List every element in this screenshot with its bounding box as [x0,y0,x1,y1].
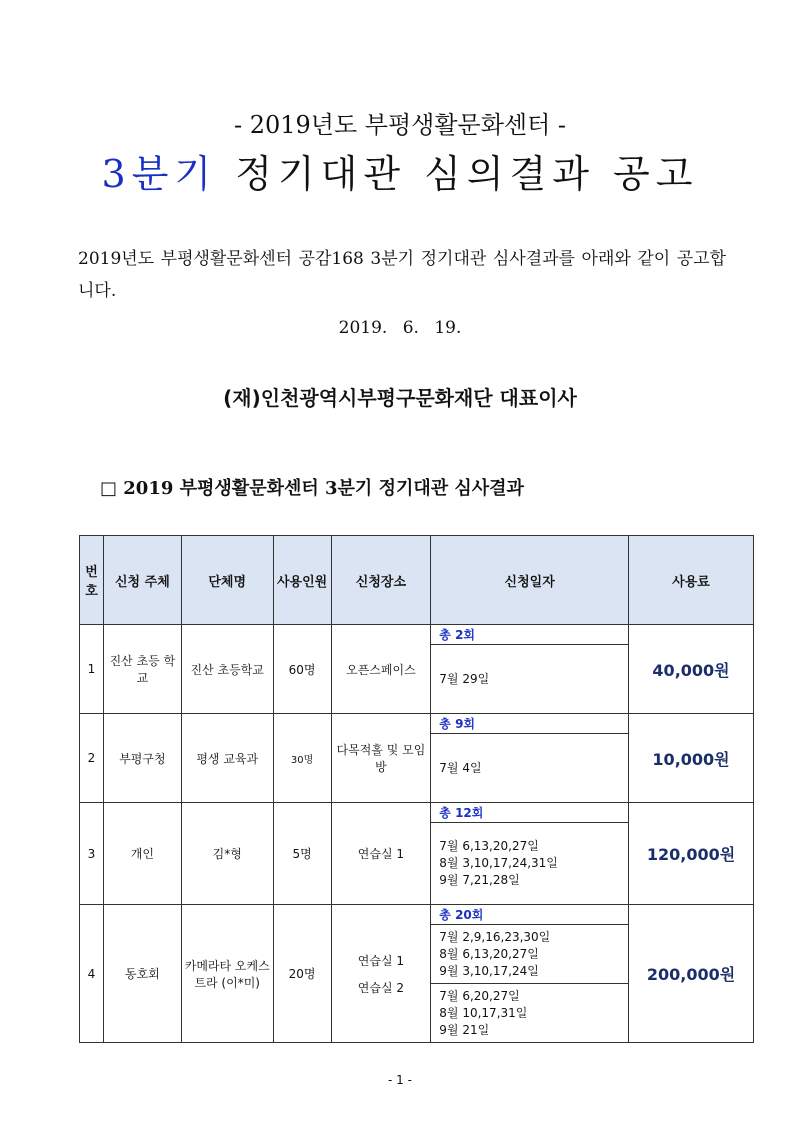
row-applicant: 부평구청 [103,714,181,803]
date-line: 8월 6,13,20,27일 [439,946,539,961]
row-place: 오픈스페이스 [331,625,431,714]
row-fee: 120,000원 [629,803,754,905]
row-group: 평생 교육과 [181,714,273,803]
notice-date: 2019. 6. 19. [338,318,462,338]
page-number: - 1 - [388,1073,412,1087]
row-applicant: 진산 초등 학교 [103,625,181,714]
row-total: 총 2회 [431,625,629,645]
notice-subtitle: - 2019년도 부평생활문화센터 - [233,111,567,139]
date-line: 9월 21일 [439,1022,490,1037]
row-dates [431,823,629,905]
notice-body: 2019년도 부평생활문화센터 공감168 3분기 정기대관 심사결과를 아래와 같이 공고합니다. [78,249,726,301]
row-people: 60명 [273,625,331,714]
place-line: 연습실 2 [357,980,405,995]
row-fee: 200,000원 [629,905,754,1043]
date-line: 8월 10,17,31일 [439,1005,528,1020]
header-group: 단체명 [181,536,273,625]
date-line: 8월 3,10,17,24,31일 [439,856,558,870]
date-line: 7월 29일 [439,671,490,686]
date-line: 7월 4일 [439,760,482,775]
header-place: 신청장소 [331,536,431,625]
date-line: 7월 6,20,27일 [439,988,520,1003]
row-people: 20명 [273,905,331,1043]
header-people: 사용인원 [273,536,331,625]
results-table [79,535,754,1043]
row-group: 진산 초등학교 [181,625,273,714]
organization-name: (재)인천광역시부평구문화재단 대표이사 [223,386,577,410]
row-fee: 10,000원 [629,714,754,803]
row-group: 카메라타 오케스트라 (이*미) [181,905,273,1043]
row-place [331,905,431,1043]
row-no: 3 [80,803,104,905]
row-total: 총 9회 [431,714,629,734]
row-dates [431,734,629,803]
row-dates [431,925,629,984]
row-total: 총 20회 [431,905,629,925]
row-place: 다목적홀 및 모임방 [331,714,431,803]
row-applicant: 개인 [103,803,181,905]
row-no: 4 [80,905,104,1043]
header-no: 번호 [80,536,104,625]
place-line: 연습실 1 [357,953,405,968]
row-place: 연습실 1 [331,803,431,905]
header-fee: 사용료 [629,536,754,625]
date-line: 9월 7,21,28일 [439,873,520,887]
row-fee: 40,000원 [629,625,754,714]
row-people: 30명 [273,714,331,803]
table-row [80,803,754,823]
title-quarter: 3분기 [101,152,218,196]
row-no: 2 [80,714,104,803]
title-text: 정기대관 심의결과 공고 [235,152,699,196]
header-dates: 신청일자 [431,536,629,625]
notice-title [0,143,800,198]
table-row [80,625,754,645]
table-header-row [80,536,754,625]
row-people: 5명 [273,803,331,905]
row-dates [431,984,629,1043]
date-line: 7월 6,13,20,27일 [439,839,539,853]
date-line: 7월 2,9,16,23,30일 [439,929,551,944]
row-dates [431,645,629,714]
row-total: 총 12회 [431,803,629,823]
table-row [80,905,754,925]
row-applicant: 동호회 [103,905,181,1043]
section-heading: □ 2019 부평생활문화센터 3분기 정기대관 심사결과 [100,478,524,499]
table-row [80,714,754,734]
row-group: 김*형 [181,803,273,905]
row-no: 1 [80,625,104,714]
date-line: 9월 3,10,17,24일 [439,963,539,978]
header-applicant: 신청 주체 [103,536,181,625]
